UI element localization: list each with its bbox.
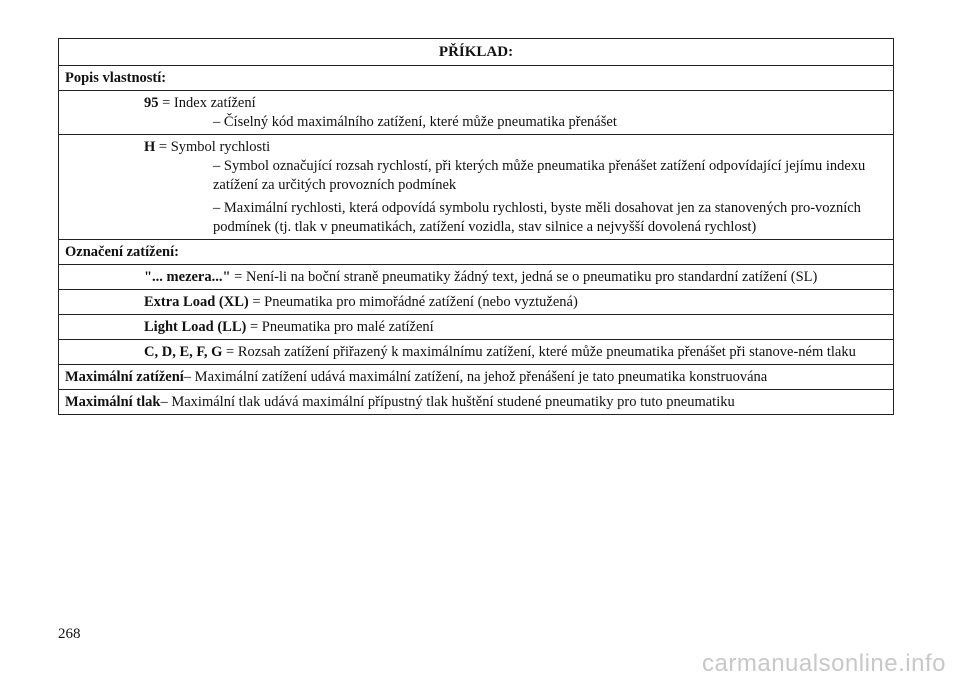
marking-standard-row xyxy=(59,265,893,290)
max-pressure-desc: – Maximální tlak udává maximální přípustný tlak huštění studené pneumatiky pro tuto pneumatiku xyxy=(160,394,735,410)
marking-xl-row xyxy=(59,290,893,315)
max-pressure-row xyxy=(59,390,893,415)
speed-symbol-desc-block xyxy=(65,157,887,237)
marking-cdefg-label: = Rozsah zatížení přiřazený k maximálnímu zatížení, které může pneumatika přenášet při stanove-ném tlaku xyxy=(222,344,856,360)
marking-cdefg-row xyxy=(59,340,893,365)
load-index-desc: – Číselný kód maximálního zatížení, které může pneumatika přenášet xyxy=(213,114,617,130)
load-index-row xyxy=(59,91,893,135)
marking-xl-line xyxy=(65,293,887,312)
page-number: 268 xyxy=(58,626,81,642)
max-load-row xyxy=(59,365,893,390)
speed-symbol-line xyxy=(65,138,887,157)
marking-standard-line xyxy=(65,268,887,287)
speed-symbol-desc-2: – Maximální rychlosti, která odpovídá symbolu rychlosti, byste měli dosahovat jen za stanovených pro-vozních podmínek (tj. tlak v pneumatikách, zatížení vozidla, stav silnice a nejvyšší dovolená rychlost) xyxy=(213,200,861,235)
load-index-label: = Index zatížení xyxy=(158,95,256,111)
watermark: carmanualsonline.info xyxy=(702,650,946,677)
marking-standard-label: = Není-li na boční straně pneumatiky žádný text, jedná se o pneumatiku pro standardní zatížení (SL) xyxy=(230,269,818,285)
max-load-desc: – Maximální zatížení udává maximální zatížení, na jehož přenášení je tato pneumatika konstruována xyxy=(183,369,768,385)
section-heading-properties: Popis vlastností: xyxy=(59,66,893,91)
marking-standard-code: "... mezera..." xyxy=(144,269,231,285)
marking-cdefg-line xyxy=(65,343,887,362)
load-index-desc-block xyxy=(65,113,887,132)
table-title: PŘÍKLAD: xyxy=(59,39,893,66)
marking-xl-label: = Pneumatika pro mimořádné zatížení (nebo vyztužená) xyxy=(248,294,578,310)
marking-ll-code: Light Load (LL) xyxy=(144,319,247,335)
speed-symbol-desc-1: – Symbol označující rozsah rychlostí, při kterých může pneumatika přenášet zatížení odpovídající jejímu indexu zatížení za určitých provozních podmínek xyxy=(213,158,866,193)
example-table xyxy=(58,38,894,415)
speed-symbol-code: H xyxy=(144,139,156,155)
max-load-term: Maximální zatížení xyxy=(65,369,184,385)
marking-cdefg-code: C, D, E, F, G xyxy=(144,344,223,360)
marking-xl-code: Extra Load (XL) xyxy=(144,294,249,310)
section-heading-load-marking: Označení zatížení: xyxy=(59,240,893,265)
marking-ll-label: = Pneumatika pro malé zatížení xyxy=(246,319,434,335)
speed-symbol-label: = Symbol rychlosti xyxy=(155,139,271,155)
max-pressure-term: Maximální tlak xyxy=(65,394,161,410)
marking-ll-row xyxy=(59,315,893,340)
load-index-code: 95 xyxy=(144,95,159,111)
speed-symbol-row xyxy=(59,135,893,240)
marking-ll-line xyxy=(65,318,887,337)
load-index-line xyxy=(65,94,887,113)
